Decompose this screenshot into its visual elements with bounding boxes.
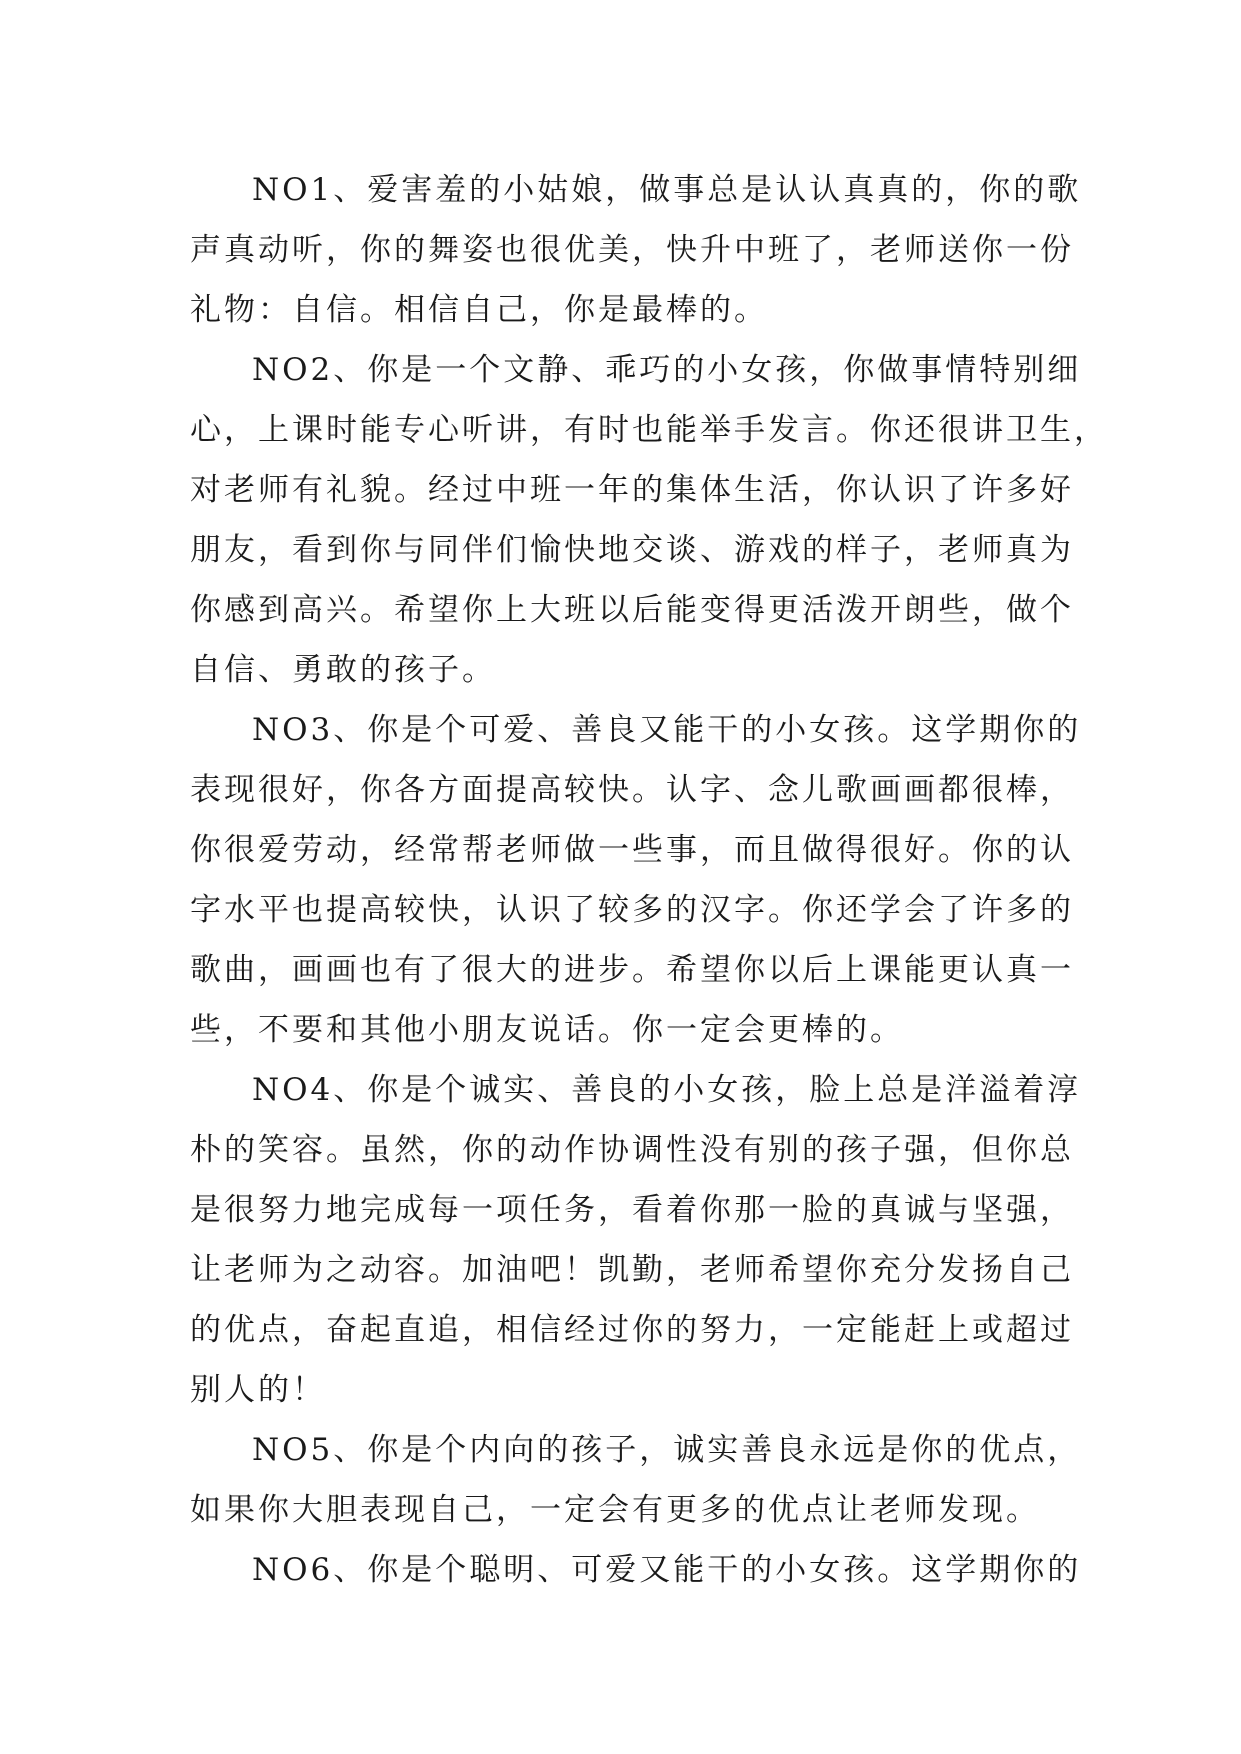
- paragraph-line: 自信、勇敢的孩子。: [190, 652, 496, 688]
- paragraph-line: 朴的笑容。虽然，你的动作协调性没有别的孩子强，但你总: [190, 1132, 1074, 1168]
- paragraph-no2: [190, 340, 1108, 700]
- paragraph-no5: [190, 1420, 1082, 1540]
- paragraph-line: 朋友，看到你与同伴们愉快地交谈、游戏的样子，老师真为: [190, 532, 1074, 568]
- paragraph-line: 礼物：自信。相信自己，你是最棒的。: [190, 292, 768, 328]
- paragraph-line: 字水平也提高较快，认识了较多的汉字。你还学会了许多的: [190, 892, 1074, 928]
- paragraph-no3: [190, 700, 1082, 1060]
- paragraph-line: 是很努力地完成每一项任务，看着你那一脸的真诚与坚强，: [190, 1192, 1074, 1228]
- paragraph-no1: [190, 160, 1082, 340]
- paragraph-line: NO4、你是个诚实、善良的小女孩，脸上总是洋溢着淳: [252, 1072, 1082, 1108]
- paragraph-line: 的优点，奋起直追，相信经过你的努力，一定能赶上或超过: [190, 1312, 1074, 1348]
- paragraph-line: NO6、你是个聪明、可爱又能干的小女孩。这学期你的: [252, 1552, 1082, 1588]
- paragraph-line: 如果你大胆表现自己，一定会有更多的优点让老师发现。: [190, 1492, 1040, 1528]
- paragraph-line: 你感到高兴。希望你上大班以后能变得更活泼开朗些，做个: [190, 592, 1074, 628]
- paragraph-line: 些，不要和其他小朋友说话。你一定会更棒的。: [190, 1012, 904, 1048]
- paragraph-line: NO1、爱害羞的小姑娘，做事总是认认真真的，你的歌: [252, 172, 1082, 208]
- paragraph-line: 你很爱劳动，经常帮老师做一些事，而且做得很好。你的认: [190, 832, 1074, 868]
- paragraph-line: 声真动听，你的舞姿也很优美，快升中班了，老师送你一份: [190, 232, 1074, 268]
- paragraph-no4: [190, 1060, 1082, 1420]
- paragraph-line: NO3、你是个可爱、善良又能干的小女孩。这学期你的: [252, 712, 1082, 748]
- paragraph-line: 歌曲，画画也有了很大的进步。希望你以后上课能更认真一: [190, 952, 1074, 988]
- paragraph-line: 对老师有礼貌。经过中班一年的集体生活，你认识了许多好: [190, 472, 1074, 508]
- paragraph-line: 让老师为之动容。加油吧！凯勤，老师希望你充分发扬自己: [190, 1252, 1074, 1288]
- paragraph-line: 表现很好，你各方面提高较快。认字、念儿歌画画都很棒，: [190, 772, 1074, 808]
- document-body: [190, 160, 1108, 1600]
- paragraph-line: NO2、你是一个文静、乖巧的小女孩，你做事情特别细: [252, 352, 1082, 388]
- paragraph-no6: [190, 1540, 1082, 1600]
- paragraph-line: NO5、你是个内向的孩子，诚实善良永远是你的优点，: [252, 1432, 1082, 1468]
- paragraph-line: 别人的！: [190, 1372, 326, 1408]
- paragraph-line: 心，上课时能专心听讲，有时也能举手发言。你还很讲卫生，: [190, 412, 1108, 448]
